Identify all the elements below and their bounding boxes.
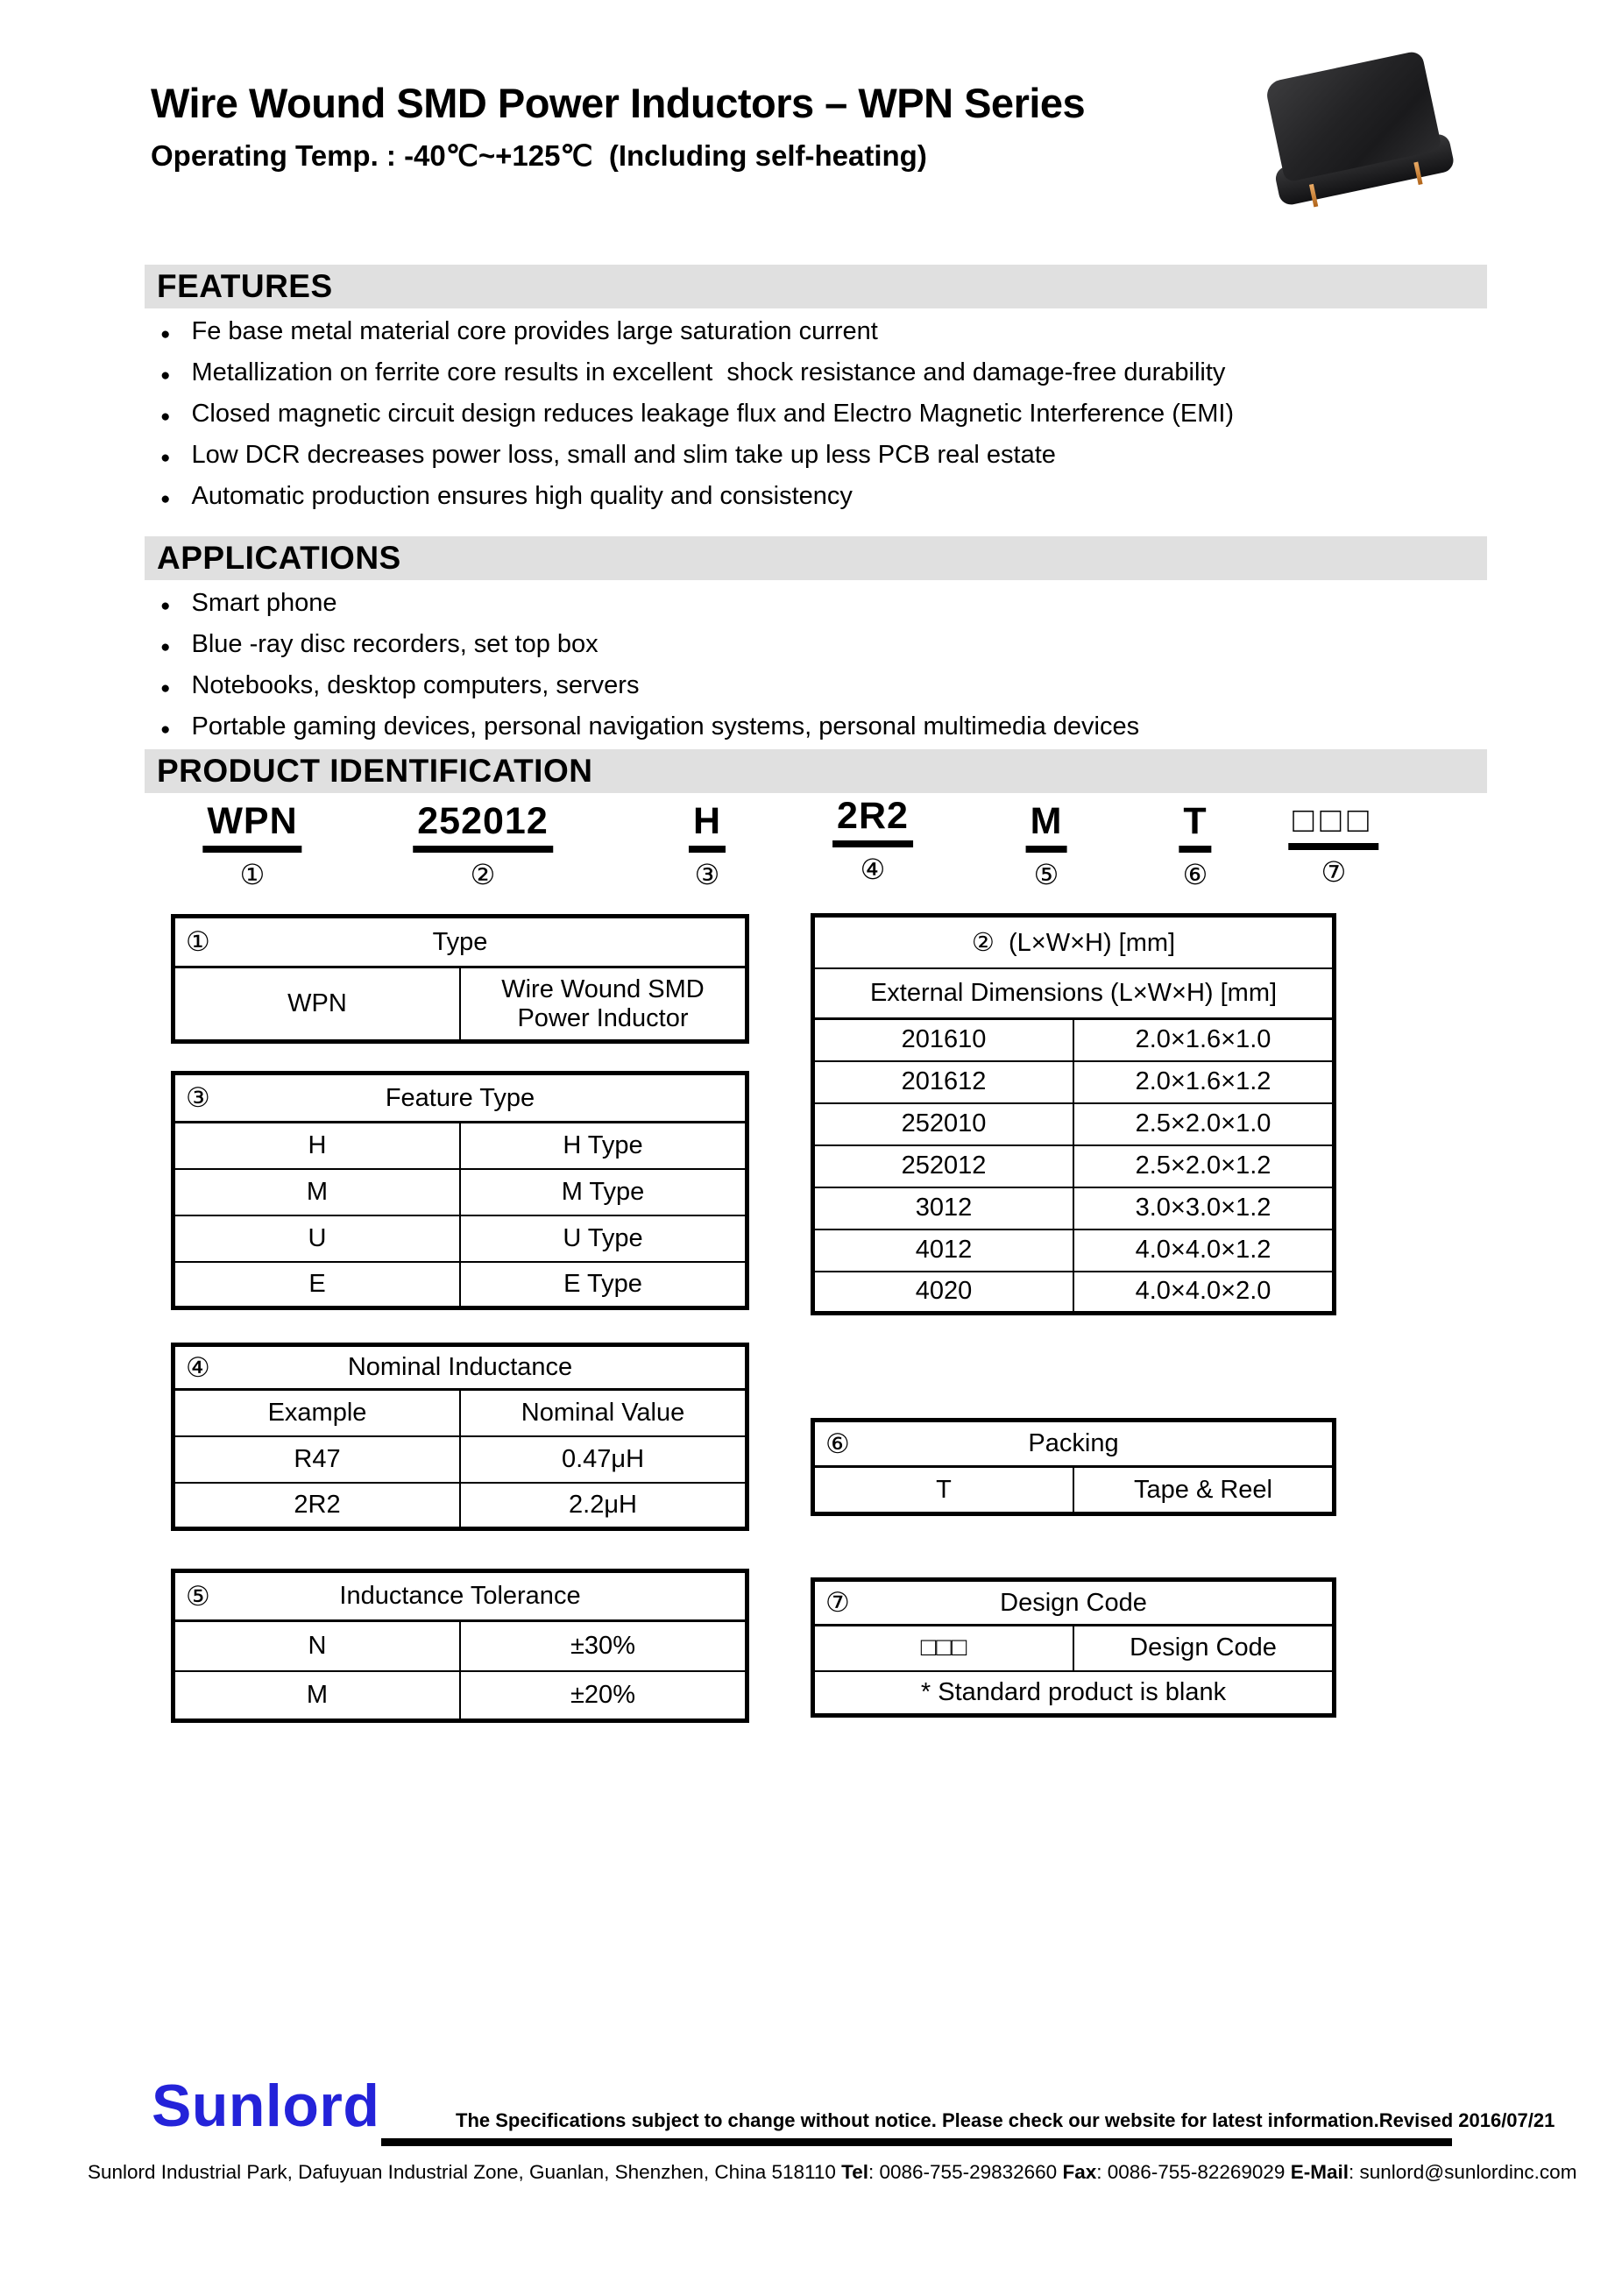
dimensions-table (811, 913, 1336, 1315)
code-cell: N (174, 1621, 461, 1671)
table-row (174, 1671, 747, 1721)
code-cell: 252012 (813, 1145, 1074, 1187)
code-index-badge: ⑦ (1321, 856, 1347, 888)
code-index-badge: ① (239, 859, 266, 891)
circled-index-icon: ⑦ (825, 1587, 850, 1618)
circled-index-icon: ④ (186, 1351, 210, 1383)
footer-rule (381, 2138, 1452, 2146)
product-code-part-6 (1179, 801, 1211, 891)
product-photo (1269, 63, 1448, 212)
value-cell: 2.5×2.0×1.2 (1073, 1145, 1335, 1187)
code-cell: □□□ (813, 1626, 1074, 1671)
bullet-icon: ● (160, 366, 171, 385)
code-cell: M (174, 1169, 461, 1215)
code-cell: 4020 (813, 1272, 1074, 1314)
product-code-part-5 (1026, 801, 1067, 891)
bullet-icon: ● (160, 638, 171, 656)
product-code: WPN (202, 801, 301, 853)
table-row (174, 1621, 747, 1671)
feature-item: ● Low DCR decreases power loss, small and slim take up less PCB real estate (160, 441, 1056, 469)
feature-item: ● Closed magnetic circuit design reduces leakage flux and Electro Magnetic Interference (EMI) (160, 400, 1235, 428)
value-cell: U Type (460, 1215, 747, 1262)
circled-index-icon: ⑥ (825, 1428, 850, 1459)
table-row (174, 1215, 747, 1262)
operating-temp-subtitle: Operating Temp. : -40℃~+125℃ (Including self-heating) (151, 139, 927, 172)
footer-address (88, 2161, 1577, 2184)
bullet-icon: ● (160, 407, 171, 426)
sunlord-logo: Sunlord (152, 2073, 380, 2139)
footer-notice: The Specifications subject to change without notice. Please check our website for latest information. (456, 2109, 1379, 2131)
value-cell: 2.0×1.6×1.0 (1073, 1019, 1335, 1061)
code-cell: M (174, 1671, 461, 1721)
application-item: ● Notebooks, desktop computers, servers (160, 671, 640, 699)
fax-label: Fax (1062, 2161, 1097, 2183)
value-cell: 4.0×4.0×2.0 (1073, 1272, 1335, 1314)
value-cell: E Type (460, 1262, 747, 1308)
code-cell: 4012 (813, 1229, 1074, 1272)
code-index-badge: ③ (694, 859, 720, 891)
inductor-chip-illustration (1256, 46, 1463, 230)
code-index-badge: ⑤ (1033, 859, 1059, 891)
bullet-icon: ● (160, 449, 171, 467)
footer-notice-row (456, 2109, 1555, 2132)
bullet-icon: ● (160, 720, 171, 739)
code-cell: 201610 (813, 1019, 1074, 1061)
value-cell: H Type (460, 1123, 747, 1169)
table-row (813, 1626, 1335, 1671)
applications-section-heading: APPLICATIONS (145, 536, 1487, 580)
note-cell: * Standard product is blank (813, 1671, 1335, 1716)
value-cell: Wire Wound SMD Power Inductor (460, 967, 747, 1042)
code-cell: 201612 (813, 1061, 1074, 1103)
code-cell: R47 (174, 1436, 461, 1483)
value-cell: Design Code (1073, 1626, 1335, 1671)
table-row (174, 967, 747, 1042)
type-table (171, 914, 749, 1044)
tel-number: : 0086-755-29832660 (868, 2161, 1058, 2183)
application-item: ● Portable gaming devices, personal navigation systems, personal multimedia devices (160, 712, 1140, 741)
page-title: Wire Wound SMD Power Inductors – WPN Series (151, 80, 1086, 126)
product-code-part-1 (202, 801, 301, 891)
code-cell: U (174, 1215, 461, 1262)
code-cell: WPN (174, 967, 461, 1042)
product-identification-section-heading: PRODUCT IDENTIFICATION (145, 749, 1487, 793)
code-index-badge: ④ (860, 854, 886, 886)
design-code-table-header: ⑦ Design Code (813, 1580, 1335, 1626)
table-row (813, 1187, 1335, 1229)
nominal-inductance-table (171, 1343, 749, 1531)
address-text: Sunlord Industrial Park, Dafuyuan Industrial Zone, Guanlan, Shenzhen, China 518110 (88, 2161, 836, 2183)
value-cell: 4.0×4.0×1.2 (1073, 1229, 1335, 1272)
feature-type-table-header: ③ Feature Type (174, 1074, 747, 1123)
value-cell: 2.2μH (460, 1483, 747, 1529)
value-cell: ±20% (460, 1671, 747, 1721)
product-code-part-2 (413, 801, 553, 891)
circled-index-icon: ① (186, 926, 210, 957)
footer-revised-date: Revised 2016/07/21 (1378, 2109, 1555, 2131)
features-section-heading: FEATURES (145, 265, 1487, 308)
email-label: E-Mail (1290, 2161, 1349, 2183)
circled-index-icon: ② (971, 928, 995, 957)
column-header-cell: Nominal Value (460, 1390, 747, 1436)
table-row (813, 1145, 1335, 1187)
product-code: H (689, 801, 726, 853)
table-row (813, 1103, 1335, 1145)
feature-type-table (171, 1071, 749, 1310)
code-index-badge: ② (470, 859, 496, 891)
table-row (174, 1483, 747, 1529)
product-code-part-3 (689, 801, 726, 891)
value-cell: Tape & Reel (1073, 1467, 1335, 1514)
code-cell: 3012 (813, 1187, 1074, 1229)
product-code: T (1179, 801, 1211, 853)
column-header-row (174, 1390, 747, 1436)
code-cell: 252010 (813, 1103, 1074, 1145)
product-code: M (1026, 801, 1067, 853)
nominal-inductance-table-header: ④ Nominal Inductance (174, 1345, 747, 1390)
circled-index-icon: ⑤ (186, 1580, 210, 1612)
code-index-badge: ⑥ (1182, 859, 1208, 891)
table-row (174, 1436, 747, 1483)
packing-table (811, 1418, 1336, 1516)
email-address: : sunlord@sunlordinc.com (1348, 2161, 1577, 2183)
inductance-tolerance-table-header: ⑤ Inductance Tolerance (174, 1571, 747, 1621)
table-row (813, 1019, 1335, 1061)
table-row (174, 1262, 747, 1308)
design-code-table (811, 1577, 1336, 1718)
product-code-part-7 (1288, 801, 1378, 889)
product-code-design-placeholder: □□□ (1288, 801, 1378, 850)
value-cell: 3.0×3.0×1.2 (1073, 1187, 1335, 1229)
applications-list (160, 589, 1139, 754)
features-list (160, 317, 1234, 523)
bullet-icon: ● (160, 597, 171, 615)
feature-item: ● Metallization on ferrite core results in excellent shock resistance and damage-free durability (160, 358, 1226, 386)
value-cell: M Type (460, 1169, 747, 1215)
code-cell: H (174, 1123, 461, 1169)
value-cell: 0.47μH (460, 1436, 747, 1483)
code-cell: 2R2 (174, 1483, 461, 1529)
product-code-part-4 (832, 796, 913, 886)
inductance-tolerance-table (171, 1569, 749, 1723)
feature-item: ● Fe base metal material core provides large saturation current (160, 317, 878, 345)
fax-number: : 0086-755-82269029 (1096, 2161, 1286, 2183)
table-row (174, 1123, 747, 1169)
application-item: ● Smart phone (160, 589, 337, 617)
column-header-cell: Example (174, 1390, 461, 1436)
dimensions-table-header: ② (L×W×H) [mm] (813, 916, 1335, 968)
value-cell: 2.0×1.6×1.2 (1073, 1061, 1335, 1103)
code-cell: E (174, 1262, 461, 1308)
table-row (813, 1467, 1335, 1514)
dimensions-table-subheader: External Dimensions (L×W×H) [mm] (813, 968, 1335, 1019)
table-row (813, 1061, 1335, 1103)
bullet-icon: ● (160, 679, 171, 698)
type-table-header: ① Type (174, 917, 747, 967)
bullet-icon: ● (160, 325, 171, 344)
value-cell: ±30% (460, 1621, 747, 1671)
application-item: ● Blue -ray disc recorders, set top box (160, 630, 599, 658)
product-code: 2R2 (832, 796, 913, 847)
table-row (813, 1272, 1335, 1314)
table-note-row (813, 1671, 1335, 1716)
bullet-icon: ● (160, 490, 171, 508)
packing-table-header: ⑥ Packing (813, 1421, 1335, 1467)
code-cell: T (813, 1467, 1074, 1514)
circled-index-icon: ③ (186, 1082, 210, 1113)
product-code: 252012 (413, 801, 553, 853)
feature-item: ● Automatic production ensures high quality and consistency (160, 482, 853, 510)
table-row (813, 1229, 1335, 1272)
table-row (174, 1169, 747, 1215)
value-cell: 2.5×2.0×1.0 (1073, 1103, 1335, 1145)
tel-label: Tel (841, 2161, 868, 2183)
